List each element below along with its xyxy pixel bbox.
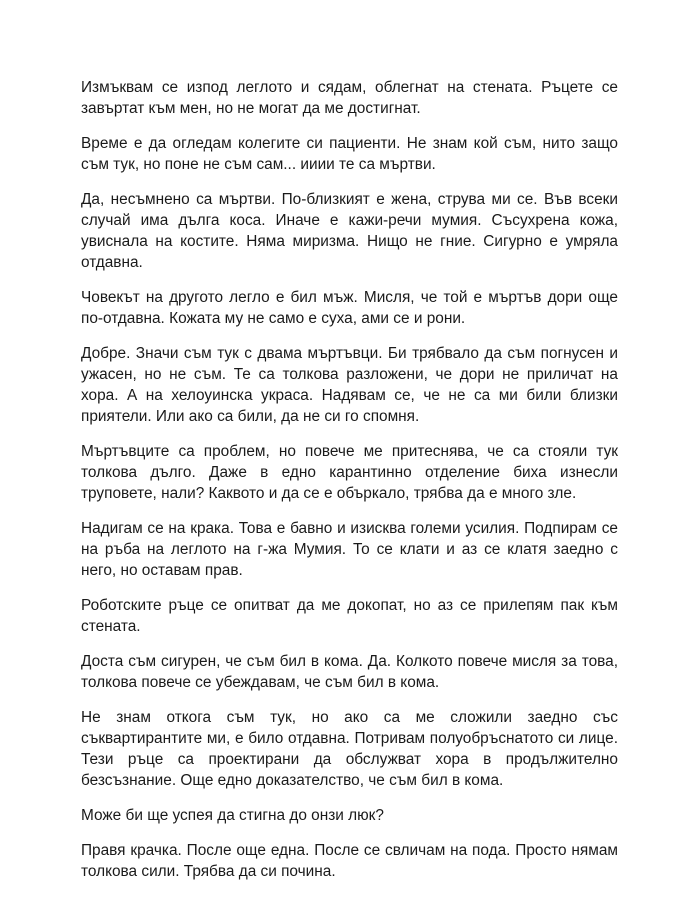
- paragraph-12: Правя крачка. После още една. После се свличам на пода. Просто нямам толкова сили. Трябва да си почина.: [81, 842, 618, 880]
- paragraph-9: Доста съм сигурен, че съм бил в кома. Да. Колкото повече мисля за това, толкова повече се убеждавам, че съм бил в кома.: [81, 653, 618, 691]
- paragraph-6: Мъртъвците са проблем, но повече ме притеснява, че са стояли тук толкова дълго. Даже в едно карантинно отделение биха изнесли труповете, нали? Каквото и да се е объркало, трябва да е много зле.: [81, 443, 618, 502]
- paragraph-11: Може би ще успея да стигна до онзи люк?: [81, 807, 384, 824]
- paragraph-4: Човекът на другото легло е бил мъж. Мисля, че той е мъртъв дори още по-отдавна. Кожата му не само е суха, ами се и рони.: [81, 289, 618, 327]
- paragraph-3: Да, несъмнено са мъртви. По-близкият е жена, струва ми се. Във всеки случай има дълга коса. Иначе е кажи-речи мумия. Съсухрена кожа, увиснала на костите. Няма миризма. Нищо не гние. Сигурно е умряла отдавна.: [81, 191, 618, 271]
- paragraph-8: Роботските ръце се опитват да ме докопат, но аз се прилепям пак към стената.: [81, 597, 618, 635]
- paragraph-7: Надигам се на крака. Това е бавно и изисква големи усилия. Подпирам се на ръба на леглото на г-жа Мумия. То се клати и аз се клатя заедно с него, но оставам прав.: [81, 520, 618, 579]
- paragraph-1: Измъквам се изпод леглото и сядам, облегнат на стената. Ръцете се завъртат към мен, но не могат да ме достигнат.: [81, 79, 618, 117]
- paragraph-10: Не знам откога съм тук, но ако са ме сложили заедно със съквартирантите ми, е било отдавна. Потривам полуобръснатото си лице. Тези ръце са проектирани да обслужват хора в продължително безсъзнание. Още едно доказателство, че съм бил в кома.: [81, 709, 618, 789]
- paragraph-5: Добре. Значи съм тук с двама мъртъвци. Би трябвало да съм погнусен и ужасен, но не съм. Те са толкова разложени, че дори не приличат на хора. А на хелоуинска украса. Надявам се, че не са ми били близки приятели. Или ако са били, да не си го спомня.: [81, 345, 618, 425]
- paragraph-2: Време е да огледам колегите си пациенти. Не знам кой съм, нито защо съм тук, но поне не съм сам... ииии те са мъртви.: [81, 135, 618, 173]
- document-page: [81, 77, 618, 896]
